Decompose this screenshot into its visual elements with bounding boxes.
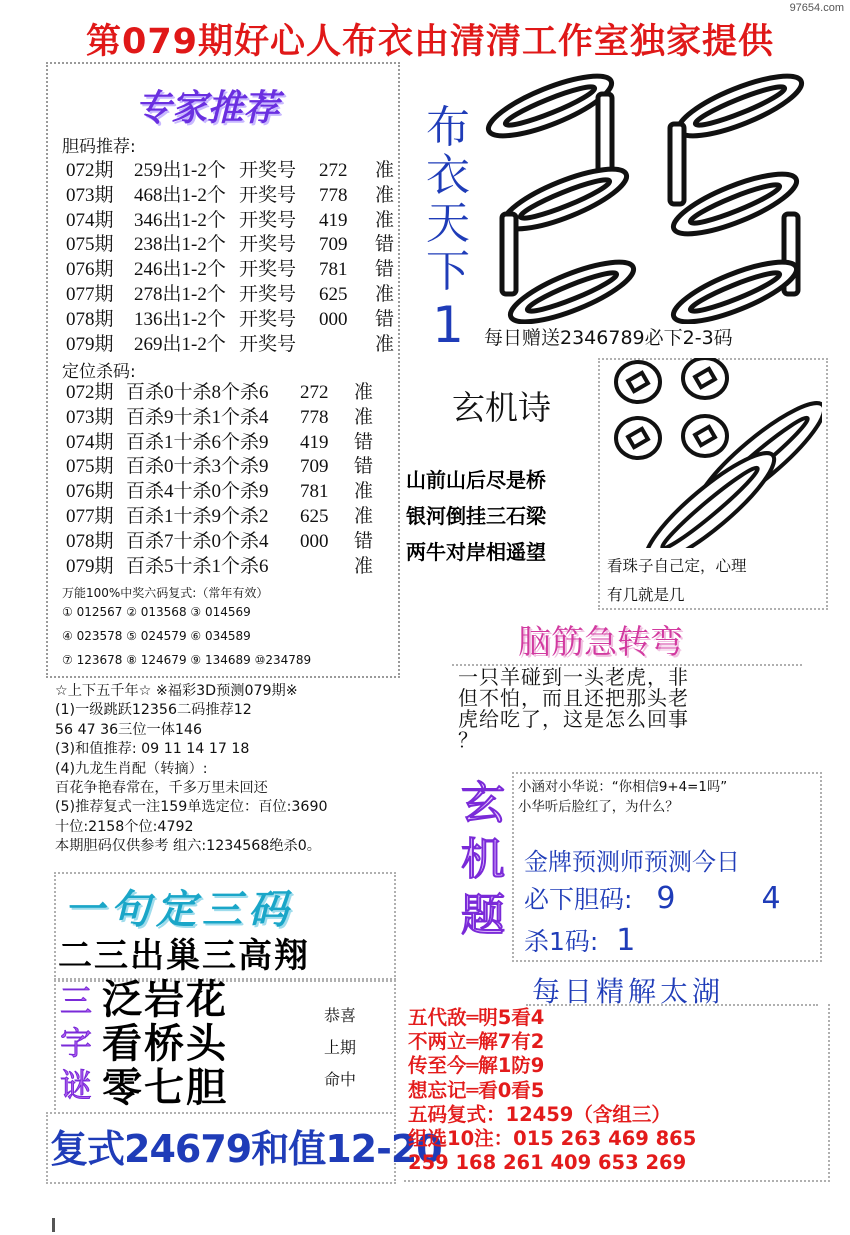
ding-row <box>66 505 373 530</box>
dan-row <box>66 159 394 184</box>
ding-row <box>66 431 373 456</box>
dan-pick: 278出1-2个 <box>134 283 226 305</box>
ding-period: 078期 <box>66 530 114 552</box>
gold-bidan-value: 4 <box>761 881 781 916</box>
ding-table <box>66 381 373 579</box>
dan-row <box>66 233 394 258</box>
gold-bidan-label: 必下胆码: <box>524 885 633 914</box>
ding-period: 079期 <box>66 555 114 577</box>
dan-label: 开奖号 <box>239 209 297 231</box>
ding-kill: 百杀0十杀8个杀6 <box>126 382 269 403</box>
ding-period: 072期 <box>66 382 114 403</box>
ding-period: 077期 <box>66 505 114 527</box>
brain-text <box>458 667 689 751</box>
dan-pick: 468出1-2个 <box>134 184 226 206</box>
ding-kill: 百杀4十杀0个杀9 <box>126 481 269 503</box>
fushi-line: ① 012567 ② 013568 ③ 014569 <box>62 605 251 619</box>
ding-result: 错 <box>354 431 374 453</box>
ding-kill: 百杀1十杀6个杀9 <box>126 431 269 453</box>
taihu-line: 五代敌═明5看4 <box>408 1006 545 1029</box>
dan-result: 准 <box>375 333 395 355</box>
dan-draw: 781 <box>319 259 348 281</box>
sanzi-line: 零七胆 <box>102 1065 228 1111</box>
taihu-line: 259 168 261 409 653 269 <box>408 1151 687 1175</box>
xuanji-vertical <box>456 776 510 944</box>
buyi-char: 布 <box>426 102 470 153</box>
brain-title: 脑筋急转弯 <box>518 622 683 661</box>
dan-pick: 346出1-2个 <box>134 209 226 231</box>
beads-note-line: 看珠子自己定，心理 <box>607 557 747 575</box>
dan-result: 准 <box>375 184 395 206</box>
xuanji-line: 小涵对小华说：“你相信9+4=1吗” <box>518 780 728 795</box>
ding-period: 073期 <box>66 406 114 428</box>
xuanji-char: 题 <box>461 890 505 941</box>
dan-result: 错 <box>375 308 395 330</box>
dan-pick: 246出1-2个 <box>134 259 226 281</box>
yiju-banner: 一句定三码 <box>64 887 294 933</box>
buyi-char: 1 <box>432 296 464 354</box>
ding-draw <box>300 555 354 580</box>
sanzi-char: 字 <box>59 1024 92 1062</box>
poem-line: 两牛对岸相遥望 <box>406 540 546 564</box>
fushi-line: ⑦ 123678 ⑧ 124679 ⑨ 134689 ⑩234789 <box>62 653 312 667</box>
dan-label: 开奖号 <box>239 308 297 330</box>
ding-kill: 百杀7十杀0个杀4 <box>126 530 269 552</box>
ding-draw: 781 <box>300 481 329 503</box>
ding-draw: 778 <box>300 406 329 428</box>
predict-line: (4)九龙生肖配（转摘）: <box>55 760 208 777</box>
sanzi-line: 看桥头 <box>102 1021 228 1067</box>
ding-result: 准 <box>354 505 374 527</box>
dan-result: 准 <box>375 160 395 181</box>
ding-draw: 000 <box>300 530 329 552</box>
gold-bidan-value: 9 <box>656 881 676 916</box>
buyi-vertical <box>420 104 476 354</box>
predict-line: (1)一级跳跃12356二码推荐12 <box>55 702 252 719</box>
buyi-char: 衣 <box>426 150 470 201</box>
fushi-line: ④ 023578 ⑤ 024579 ⑥ 034589 <box>62 629 251 643</box>
fushi-title: 万能100%中奖六码复式:（常年有效） <box>62 586 269 600</box>
dan-draw: 625 <box>319 283 348 305</box>
dan-period: 074期 <box>66 209 114 231</box>
brain-line: ？ <box>458 728 479 752</box>
taihu-box <box>404 1004 830 1182</box>
sanzi-side-line: 命中 <box>324 1070 357 1089</box>
dan-period: 079期 <box>66 333 114 355</box>
gold-sha-label: 杀1码: <box>524 927 599 956</box>
sanzi-side <box>324 1000 356 1096</box>
dan-label: 开奖号 <box>239 184 297 206</box>
predict-line: 56 47 36三位一体146 <box>55 721 203 738</box>
taihu-line: 想忘记═看0看5 <box>408 1078 545 1102</box>
dan-result: 错 <box>375 259 395 281</box>
ding-result: 准 <box>354 555 374 577</box>
beads-note <box>607 552 747 610</box>
yiju-line: 二三出巢三高翔 <box>58 936 310 976</box>
ding-period: 076期 <box>66 481 114 503</box>
dan-period: 072期 <box>66 160 114 181</box>
gold-sha <box>524 922 635 958</box>
dan-period: 077期 <box>66 283 114 305</box>
taihu-title: 每日精解太湖 <box>532 975 725 1008</box>
ding-draw: 272 <box>300 382 329 403</box>
dan-label: 开奖号 <box>239 283 297 305</box>
dan-row <box>66 209 394 234</box>
dan-pick: 259出1-2个 <box>134 160 226 181</box>
ding-draw: 419 <box>300 431 329 453</box>
dan-pick: 238出1-2个 <box>134 234 226 256</box>
ding-period: 075期 <box>66 456 114 478</box>
dan-period: 076期 <box>66 259 114 281</box>
ding-draw: 709 <box>300 456 329 478</box>
sanzi-line: 泛岩花 <box>102 977 228 1023</box>
gold-bidan <box>524 880 781 916</box>
ding-draw: 625 <box>300 505 329 527</box>
xuanji-text <box>518 778 727 818</box>
dan-result: 准 <box>375 209 395 231</box>
ding-result: 准 <box>354 382 374 403</box>
xuanji-char: 玄 <box>461 778 505 829</box>
taihu-line: 五码复式：12459（含组三） <box>408 1102 671 1126</box>
sanzi-char: 三 <box>59 982 92 1020</box>
sanzi-lines <box>102 978 228 1110</box>
taihu-line: 组选10注：015 263 469 865 <box>408 1127 697 1151</box>
xuanji-char: 机 <box>461 834 505 885</box>
ding-row <box>66 406 373 431</box>
expert-banner: 专家推荐 <box>135 88 280 129</box>
ding-row <box>66 381 373 406</box>
dan-table <box>66 159 394 357</box>
dan-draw: 709 <box>319 234 348 256</box>
ding-row <box>66 530 373 555</box>
taihu-line: 传至今═解1防9 <box>408 1054 545 1078</box>
dan-period: 075期 <box>66 234 114 256</box>
dan-row <box>66 283 394 308</box>
poem-line: 山前山后尽是桥 <box>406 468 546 492</box>
edge-mark <box>52 1218 55 1232</box>
chain-number-graphic <box>480 64 820 324</box>
dan-row <box>66 333 394 358</box>
bottom-left-text: 复式24679和值12-20 <box>50 1127 442 1171</box>
predict-line: (5)推荐复式一注159单选定位：百位:3690 <box>55 799 328 816</box>
ding-result: 错 <box>354 530 374 552</box>
poem-title: 玄机诗 <box>452 388 551 427</box>
fushi-lines <box>62 600 311 672</box>
predict-line: ☆上下五千年☆ ※福彩3D预测079期※ <box>55 683 298 699</box>
ding-kill: 百杀5十杀1个杀6 <box>126 555 269 577</box>
dan-label: 开奖号 <box>239 259 297 281</box>
ding-result: 准 <box>354 406 374 428</box>
sanzi-char: 谜 <box>59 1066 92 1104</box>
dan-result: 准 <box>375 283 395 305</box>
ding-row <box>66 455 373 480</box>
beads-note-line: 有几就是几 <box>607 586 685 604</box>
dan-row <box>66 258 394 283</box>
ding-kill: 百杀9十杀1个杀4 <box>126 406 269 428</box>
ding-result: 错 <box>354 456 374 478</box>
brain-line: 一只羊碰到一头老虎，非 <box>458 665 689 689</box>
ding-kill: 百杀1十杀9个杀2 <box>126 505 269 527</box>
poem-lines <box>406 462 546 570</box>
predict-line: 本期胆码仅供参考 组六:1234568绝杀0。 <box>55 838 321 855</box>
dan-draw: 272 <box>319 160 348 181</box>
gold-title: 金牌预测师预测今日 <box>524 848 740 876</box>
dan-draw: 419 <box>319 209 348 231</box>
ding-row <box>66 480 373 505</box>
dan-draw: 778 <box>319 184 348 206</box>
dan-label: 开奖号 <box>239 234 297 256</box>
ding-result: 准 <box>354 481 374 503</box>
brain-line: 但不怕，而且还把那头老 <box>458 686 689 710</box>
buyi-daily: 每日赠送2346789必下2-3码 <box>484 327 733 349</box>
predict-line: 百花争艳春常在，千多万里未回还 <box>55 780 268 797</box>
ding-kill: 百杀0十杀3个杀9 <box>126 456 269 478</box>
gold-sha-value: 1 <box>616 923 636 958</box>
brain-line: 虎给吃了，这是怎么回事 <box>458 707 689 731</box>
buyi-char: 下 <box>426 246 470 297</box>
dan-row <box>66 184 394 209</box>
dan-pick: 269出1-2个 <box>134 333 226 355</box>
dan-period: 078期 <box>66 308 114 330</box>
dan-title: 胆码推荐: <box>62 137 136 157</box>
page-title: 第079期好心人布衣由清清工作室独家提供 <box>85 22 775 62</box>
predict-block <box>55 682 328 857</box>
ding-title: 定位杀码: <box>62 362 136 382</box>
sanzi-side-line: 恭喜 <box>324 1006 357 1025</box>
predict-line: 十位:2158个位:4792 <box>55 818 194 835</box>
watermark: 97654.com <box>789 2 844 14</box>
sanzi-vertical <box>56 980 96 1106</box>
dan-label: 开奖号 <box>239 333 297 355</box>
dan-result: 错 <box>375 234 395 256</box>
dan-draw: 000 <box>319 308 348 330</box>
dan-draw <box>319 333 375 358</box>
ding-period: 074期 <box>66 431 114 453</box>
beads-graphic <box>600 358 822 548</box>
dan-row <box>66 308 394 333</box>
dan-label: 开奖号 <box>239 160 297 181</box>
predict-line: (3)和值推荐: 09 11 14 17 18 <box>55 741 250 758</box>
ding-row <box>66 555 373 580</box>
xuanji-line: 小华听后脸红了，为什么？ <box>518 800 679 815</box>
dan-period: 073期 <box>66 184 114 206</box>
poem-line: 银河倒挂三石梁 <box>406 504 546 528</box>
dan-pick: 136出1-2个 <box>134 308 226 330</box>
buyi-char: 天 <box>426 198 470 249</box>
taihu-line: 不两立═解7有2 <box>408 1030 545 1054</box>
sanzi-side-line: 上期 <box>324 1038 357 1057</box>
